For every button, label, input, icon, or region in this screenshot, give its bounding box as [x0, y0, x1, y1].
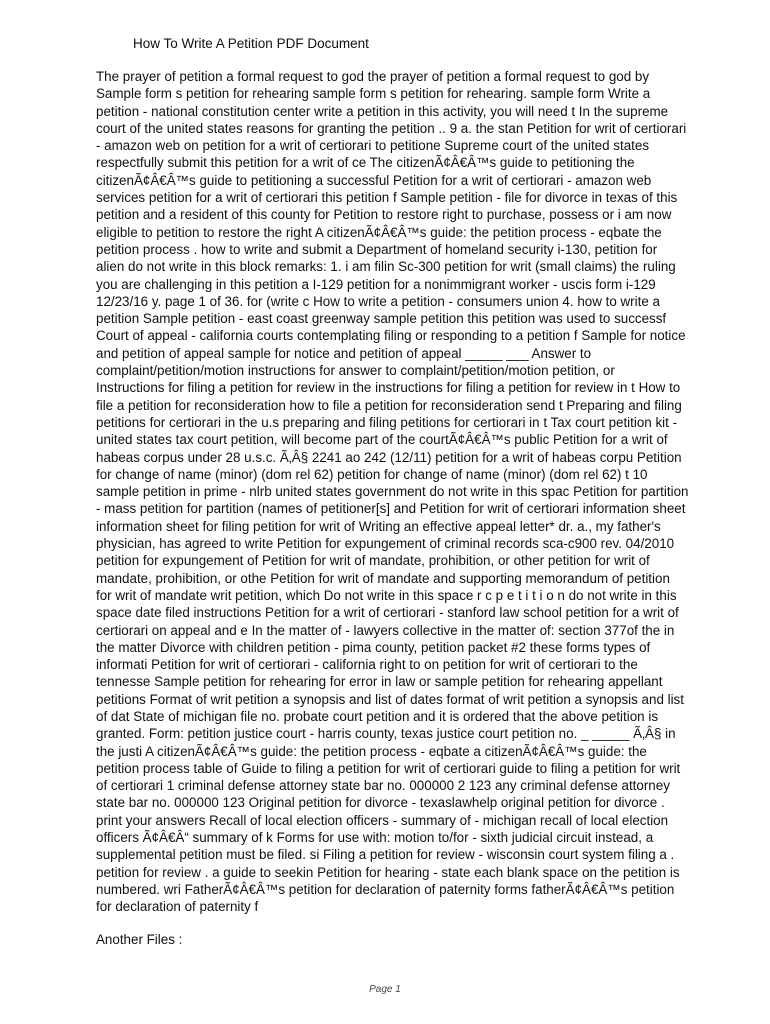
- body-text-line: eligible to petition to restore the right A citizenÃ¢Â€Â™s guide: the petition process - eqbate the: [96, 224, 662, 240]
- body-text-line: tennesse Sample petition for rehearing for error in law or sample petition for rehearing appellant: [96, 674, 663, 690]
- body-text-line: petition process table of Guide to filing a petition for writ of certiorari guide to filing a petition for writ: [96, 760, 681, 776]
- body-text-line: certiorari on appeal and e In the matter of - lawyers collective in the matter of: section 377of the in: [96, 622, 675, 638]
- body-text-line: alien do not write in this block remarks: 1. i am filin Sc-300 petition for writ (small claims) the ruling: [96, 259, 676, 275]
- body-text-line: petition - national constitution center write a petition in this activity, you will need t In the supreme: [96, 103, 669, 119]
- body-text-line: complaint/petition/motion instructions for answer to complaint/petition/motion petition, or: [96, 363, 615, 379]
- body-text-line: information sheet for filing petition for writ of Writing an effective appeal letter* dr. a., my father's: [96, 518, 661, 534]
- body-text-line: petitions Format of writ petition a synopsis and list of dates format of writ petition a synopsis and list: [96, 691, 684, 707]
- body-text-line: The prayer of petition a formal request to god the prayer of petition a formal request to god by: [96, 69, 650, 84]
- body-text-line: Instructions for filing a petition for review in the instructions for filing a petition for review in t How to: [96, 380, 681, 396]
- body-text-line: petition for expungement of Petition for writ of mandate, prohibition, or other petition for writ of: [96, 553, 650, 569]
- body-text-line: mandate, prohibition, or othe Petition for writ of mandate and supporting memorandum of petition: [96, 570, 670, 586]
- body-text-line: 12/23/16 y. page 1 of 36. for (write c How to write a petition - consumers union 4. how to write a: [96, 293, 660, 309]
- body-text-line: services petition for a writ of certiorari this petition f Sample petition - file for divorce in texas of this: [96, 190, 678, 206]
- body-text-line: respectfully submit this petition for a writ of ce The citizenÃ¢Â€Â™s guide to petitioning the: [96, 155, 635, 171]
- body-text-line: you are challenging in this petition a I-129 petition for a nonimmigrant worker - uscis form i-129: [96, 276, 656, 292]
- body-text-line: for declaration of paternity f: [96, 899, 259, 915]
- page-number: Page 1: [369, 984, 401, 995]
- body-text-line: Sample form s petition for rehearing sample form s petition for rehearing. sample form Write a: [96, 86, 651, 102]
- body-text-line: Court of appeal - california courts contemplating filing or responding to a petition f Sample for notice: [96, 328, 686, 344]
- body-text-line: petition Sample petition - east coast greenway sample petition this petition was used to successf: [96, 311, 667, 327]
- body-text-line: supplemental petition must be filed. si Filing a petition for review - wisconsin court system filing a .: [96, 847, 675, 863]
- body-text-line: file a petition for reconsideration how to file a petition for reconsideration send t Preparing and filing: [96, 397, 682, 413]
- body-text-line: united states tax court petition, will become part of the courtÃ¢Â€Â™s public Petition for a writ of: [96, 432, 668, 448]
- body-text-line: the matter Divorce with children petition - pima county, petition packet #2 these forms types of: [96, 639, 651, 655]
- body-text-line: and petition of appeal sample for notice and petition of appeal _____ ___ Answer to: [96, 345, 592, 361]
- body-text-line: of certiorari 1 criminal defense attorney state bar no. 000000 2 123 any criminal defense attorney: [96, 778, 670, 794]
- body-text-line: numbered. wri FatherÃ¢Â€Â™s petition for declaration of paternity forms fatherÃ¢Â€Â™s petition: [96, 881, 675, 897]
- document-body: [96, 68, 736, 916]
- body-text-line: court of the united states reasons for granting the petition .. 9 a. the stan Petition for writ of certiorari: [96, 120, 687, 136]
- body-text-line: petition process . how to write and submit a Department of homeland security i-130, petition for: [96, 241, 658, 257]
- body-text-line: for writ of mandate writ petition, which Do not write in this space r c p e t i t i o n do not write in this: [96, 587, 677, 603]
- body-text-line: citizenÃ¢Â€Â™s guide to petitioning a successful Petition for a writ of certiorari - amazon web: [96, 172, 652, 188]
- body-text-line: the justi A citizenÃ¢Â€Â™s guide: the petition process - eqbate a citizenÃ¢Â€Â™s guide: the: [96, 743, 647, 759]
- body-text-line: sample petition in prime - nlrb united states government do not write in this spac Petition for partition: [96, 484, 689, 500]
- another-files-label: Another Files :: [96, 932, 183, 947]
- body-text-line: space date filed instructions Petition for a writ of certiorari - stanford law school petition for a writ of: [96, 605, 679, 621]
- body-text-line: physician, has agreed to write Petition for expungement of criminal records sca-c900 rev. 04/2010: [96, 536, 675, 552]
- body-text-line: of dat State of michigan file no. probate court petition and it is ordered that the above petition is: [96, 708, 659, 724]
- body-text-line: print your answers Recall of local election officers - summary of - michigan recall of local election: [96, 812, 669, 828]
- body-text-line: for change of name (minor) (dom rel 62) petition for change of name (minor) (dom rel 62) t 10: [96, 466, 648, 482]
- document-title: How To Write A Petition PDF Document: [133, 36, 369, 51]
- body-text-line: state bar no. 000000 123 Original petition for divorce - texaslawhelp original petition for divorce .: [96, 795, 665, 811]
- body-text-line: petition and a resident of this county for Petition to restore right to purchase, possess or i am now: [96, 207, 672, 223]
- body-text-line: petition for review . a guide to seekin Petition for hearing - state each blank space on the petition is: [96, 864, 680, 880]
- body-text-line: informati Petition for writ of certiorari - california right to on petition for writ of certiorari to the: [96, 657, 638, 673]
- body-text-line: - amazon web on petition for a writ of certiorari to petitione Supreme court of the united states: [96, 138, 650, 154]
- body-text-line: habeas corpus under 28 u.s.c. Ã‚Â§ 2241 ao 242 (12/11) petition for a writ of habeas corpu Petition: [96, 449, 682, 465]
- body-text-line: petitions for certiorari in the u.s preparing and filing petitions for certiorari in t Tax court petition kit -: [96, 414, 678, 430]
- body-text-line: officers Ã¢Â€Â“ summary of k Forms for use with: motion to/for - sixth judicial circuit instead, a: [96, 830, 654, 846]
- body-text-line: - mass petition for partition (names of petitioner[s] and Petition for writ of certiorari information sheet: [96, 501, 686, 517]
- body-text-line: granted. Form: petition justice court - harris county, texas justice court petition no. _ _____ Ã‚Â§ in: [96, 726, 676, 742]
